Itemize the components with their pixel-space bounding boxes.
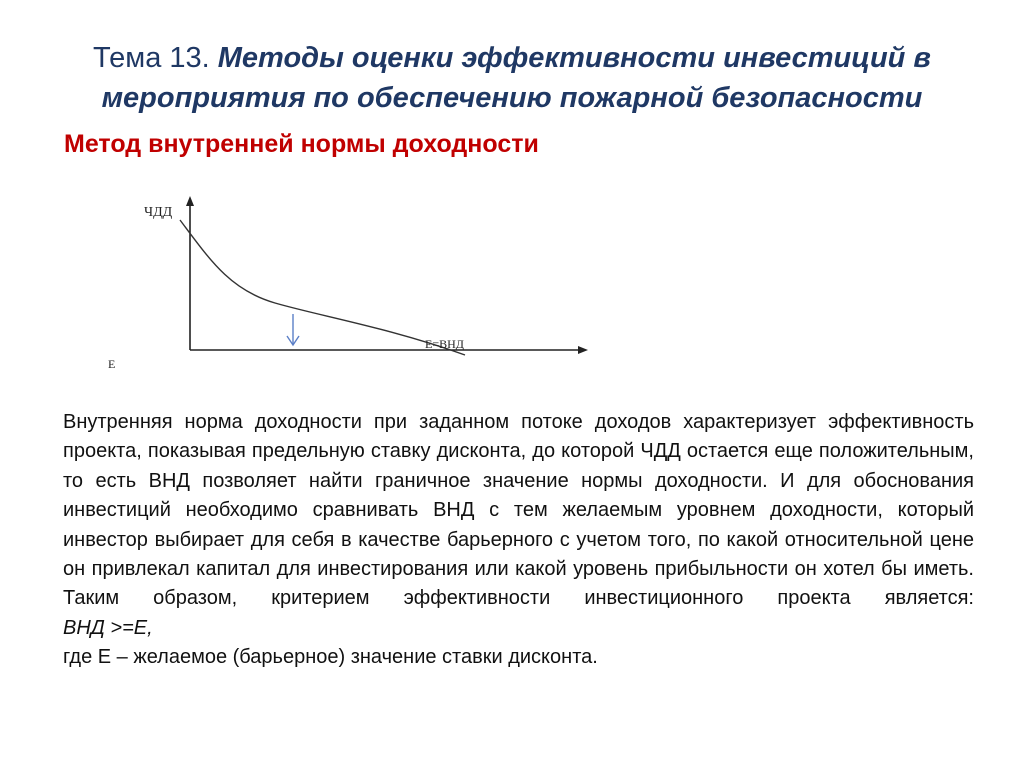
paragraph-3: где Е – желаемое (барьерное) значение ставки дисконта. <box>63 646 598 669</box>
paragraph-1: Внутренняя норма доходности при заданном потоке доходов характеризует эффективность проекта, показывая предельную ставку дисконта, до которой ЧДД остается еще положительным, то есть ВНД позволяет найти граничное значение нормы доходности. И для обоснования инвестиций необходимо сравнивать ВНД с тем желаемым уровнем доходности, который инвестор выбирает для себя в качестве барьерного с учетом того, по какой относительной цене он привлекал капитал для инвестирования или какой уровень прибыльности он хотел бы иметь. <box>63 411 974 581</box>
x-axis-arrow <box>578 346 588 354</box>
x-axis-label: Е <box>108 357 116 371</box>
y-axis-label: ЧДД <box>144 205 173 220</box>
title-prefix: Тема 13. <box>93 42 210 74</box>
page-title <box>40 38 984 118</box>
irr-formula: ВНД >=Е, <box>63 616 153 639</box>
body-text <box>63 408 974 673</box>
section-subtitle: Метод внутренней нормы доходности <box>64 130 539 158</box>
paragraph-2: Таким образом, критерием эффективности инвестиционного проекта является: <box>63 587 974 610</box>
irr-point-label: Е=ВНД <box>425 337 464 351</box>
y-axis-arrow <box>186 196 194 206</box>
npv-graph <box>100 190 600 380</box>
title-main: Методы оценки эффективности инвестиций в мероприятия по обеспечению пожарной безопасности <box>101 42 931 114</box>
npv-curve <box>180 220 465 355</box>
